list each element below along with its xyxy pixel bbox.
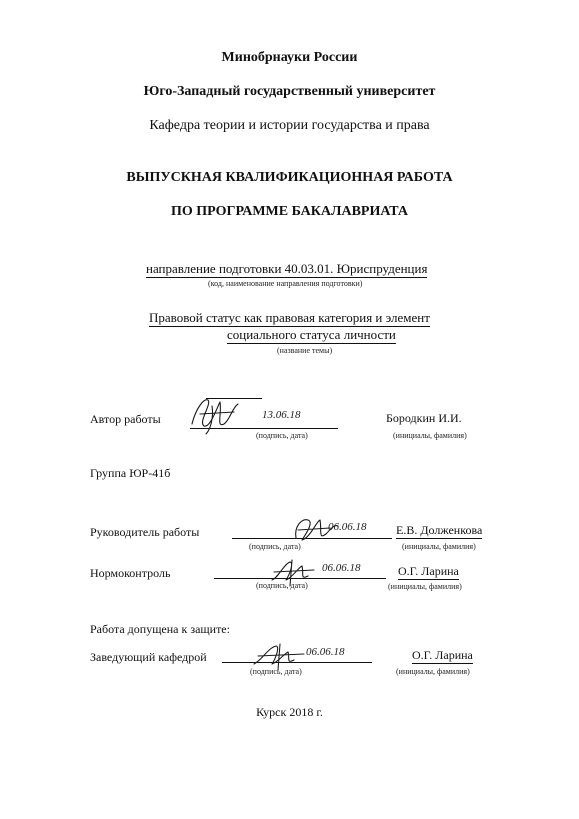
supervisor-label: Руководитель работы [90,525,200,539]
student-group: Группа ЮР-41б [90,466,171,480]
head-name-caption: (инициалы, фамилия) [396,667,470,676]
normcontrol-sign-caption: (подпись, дата) [256,581,308,590]
city-and-year: Курск 2018 г. [256,705,323,719]
thesis-topic-line1: Правовой статус как правовая категория и элемент [149,310,430,325]
head-sign-caption: (подпись, дата) [250,667,302,676]
direction-caption: (код, наименование направления подготовки) [208,279,363,288]
direction-of-study: направление подготовки 40.03.01. Юриспруденция [146,261,428,276]
supervisor-sign-caption: (подпись, дата) [249,542,301,551]
normcontrol-label: Нормоконтроль [90,566,171,580]
supervisor-name: Е.В. Долженкова [396,523,483,537]
author-name: Бородкин И.И. [386,411,462,425]
head-of-department-label: Заведующий кафедрой [90,650,207,664]
supervisor-name-caption: (инициалы, фамилия) [402,542,476,551]
author-name-caption: (инициалы, фамилия) [393,431,467,440]
supervisor-sign-date: 06.06.18 [328,521,367,533]
university-name: Юго-Западный государственный университет [143,84,436,99]
ministry-name: Минобрнауки России [221,50,358,65]
topic-caption: (название темы) [277,346,333,355]
thesis-topic-line2: социального статуса личности [227,327,396,342]
author-signature [186,392,246,436]
author-sign-caption: (подпись, дата) [256,431,308,440]
author-sign-date: 13.06.18 [262,409,301,421]
normcontrol-name-caption: (инициалы, фамилия) [388,582,462,591]
department-name: Кафедра теории и истории государства и права [149,118,430,133]
document-title-line1: ВЫПУСКНАЯ КВАЛИФИКАЦИОННАЯ РАБОТА [126,170,453,185]
head-sign-date: 06.06.18 [306,646,345,658]
head-of-department-name: О.Г. Ларина [412,648,473,662]
normcontrol-sign-date: 06.06.18 [322,562,361,574]
author-label: Автор работы [90,412,161,426]
document-title-line2: ПО ПРОГРАММЕ БАКАЛАВРИАТА [171,204,408,219]
normcontrol-name: О.Г. Ларина [398,564,459,578]
admission-statement: Работа допущена к защите: [90,622,230,636]
